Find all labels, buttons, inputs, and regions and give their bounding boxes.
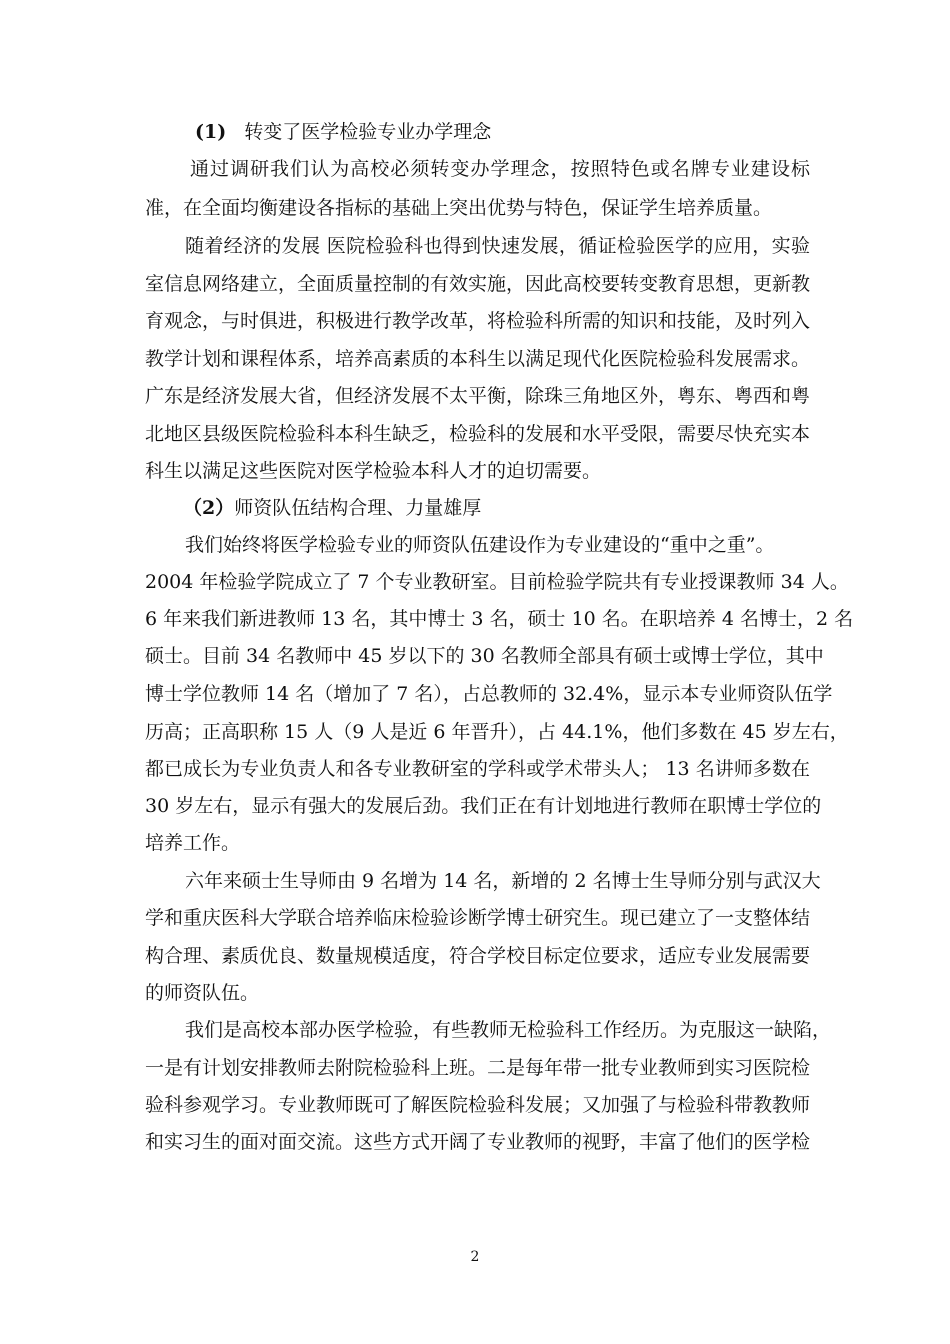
paragraph-line: 育观念，与时俱进，积极进行教学改革，将检验科所需的知识和技能，及时列入	[145, 310, 811, 332]
paragraph-line: 随着经济的发展 医院检验科也得到快速发展，循证检验医学的应用，实验	[185, 235, 810, 257]
paragraph-line: 构合理、素质优良、数量规模适度，符合学校目标定位要求，适应专业发展需要	[145, 945, 811, 967]
paragraph-line: 验科参观学习。专业教师既可了解医院检验科发展；又加强了与检验科带教教师	[145, 1094, 811, 1116]
paragraph-line: 我们是高校本部办医学检验，有些教师无检验科工作经历。为克服这一缺陷，	[185, 1019, 832, 1041]
paragraph-line: 学和重庆医科大学联合培养临床检验诊断学博士研究生。现已建立了一支整体结	[145, 907, 811, 929]
section-heading-1-text: 转变了医学检验专业办学理念	[244, 121, 492, 143]
section-heading-1	[195, 120, 595, 144]
section-heading-2-text: 师资队伍结构合理、力量雄厚	[234, 497, 482, 519]
section-number-2: （2）	[183, 497, 235, 519]
section-heading-2	[183, 496, 583, 520]
page-number: 2	[470, 1249, 480, 1265]
paragraph-line: 和实习生的面对面交流。这些方式开阔了专业教师的视野，丰富了他们的医学检	[145, 1131, 811, 1153]
paragraph-line: 六年来硕士生导师由 9 名增为 14 名，新增的 2 名博士生导师分别与武汉大	[185, 870, 821, 892]
paragraph-line: 的师资队伍。	[145, 982, 260, 1004]
paragraph-line: 6 年来我们新进教师 13 名，其中博士 3 名，硕士 10 名。在职培养 4 名博士，2 名	[145, 608, 854, 630]
paragraph-line: 历高；正高职称 15 人（9 人是近 6 年晋升），占 44.1%，他们多数在 45 岁左右，	[145, 721, 849, 743]
paragraph-line: 我们始终将医学检验专业的师资队伍建设作为专业建设的“重中之重”。	[185, 534, 775, 556]
paragraph-line: 2004 年检验学院成立了 7 个专业教研室。目前检验学院共有专业授课教师 34 人。	[145, 571, 849, 593]
paragraph-line: 教学计划和课程体系，培养高素质的本科生以满足现代化医院检验科发展需求。	[145, 348, 811, 370]
paragraph-line: 广东是经济发展大省，但经济发展不太平衡，除珠三角地区外，粤东、粤西和粤	[145, 385, 811, 407]
paragraph-line: 都已成长为专业负责人和各专业教研室的学科或学术带头人； 13 名讲师多数在	[145, 758, 810, 780]
paragraph-line: 一是有计划安排教师去附院检验科上班。二是每年带一批专业教师到实习医院检	[145, 1057, 811, 1079]
paragraph-line: 室信息网络建立，全面质量控制的有效实施，因此高校要转变教育思想，更新教	[145, 273, 811, 295]
paragraph-line: 博士学位教师 14 名（增加了 7 名），占总教师的 32.4%，显示本专业师资队伍学	[145, 683, 833, 705]
paragraph-line: 培养工作。	[145, 832, 241, 854]
paragraph-line: 准，在全面均衡建设各指标的基础上突出优势与特色，保证学生培养质量。	[145, 197, 773, 219]
paragraph-line: 硕士。目前 34 名教师中 45 岁以下的 30 名教师全部具有硕士或博士学位，其中	[145, 645, 824, 667]
paragraph-line: 北地区县级医院检验科本科生缺乏，检验科的发展和水平受限，需要尽快充实本	[145, 423, 811, 445]
paragraph-line: 通过调研我们认为高校必须转变办学理念，按照特色或名牌专业建设标	[190, 158, 810, 180]
paragraph-line: 科生以满足这些医院对医学检验本科人才的迫切需要。	[145, 460, 602, 482]
section-number-1: (1)	[195, 121, 227, 143]
paragraph-line: 30 岁左右，显示有强大的发展后劲。我们正在有计划地进行教师在职博士学位的	[145, 795, 822, 817]
